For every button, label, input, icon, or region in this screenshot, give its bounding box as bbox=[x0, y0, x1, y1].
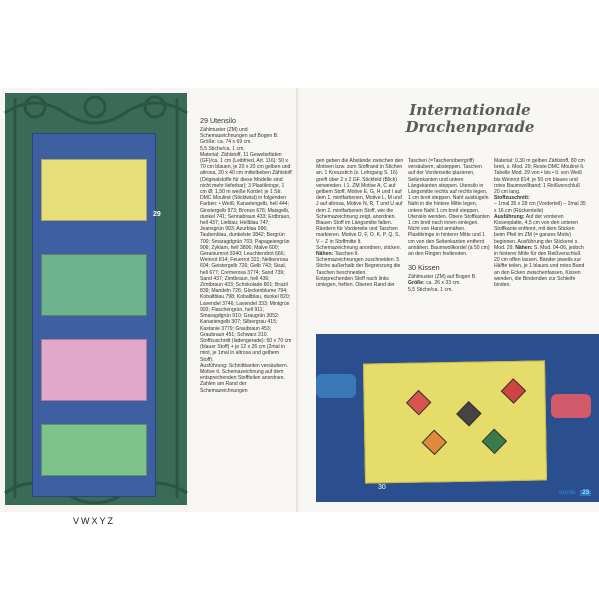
mint-pocket bbox=[41, 254, 147, 316]
label: Größe: bbox=[408, 280, 425, 287]
paragraph: Zählmuster (ZM) auf Bogen B. bbox=[408, 274, 477, 281]
kite-icon bbox=[406, 390, 431, 415]
photo-number: 29 bbox=[153, 211, 161, 218]
label: Nähen: bbox=[515, 244, 533, 251]
kite-icon bbox=[422, 430, 447, 455]
paragraph: 5,5 Stiche/ca. 1 cm. bbox=[200, 145, 245, 152]
utensilo-photo bbox=[5, 93, 187, 526]
page-heading bbox=[360, 102, 580, 136]
paragraph: Größe: ca. 74 x 69 cm. bbox=[200, 139, 252, 146]
paragraph: Auf der vorderen Kissenplatte, 4,5 cm von den unteren Stoffkante entfernt, mit dem Sticken beim Pfeil im ZM (= ganzes Motiv) beginnen. Ausführung der Stickerei s. Mod. 29. bbox=[494, 213, 579, 251]
label: Ausführung: bbox=[494, 213, 525, 220]
heading-line-2: Drachenparade bbox=[405, 118, 535, 136]
green-pocket bbox=[41, 424, 147, 476]
paragraph: Material: 0,30 m gelben Zählstoff, 80 cm breit, s. Mod. 29; Reste DMC Mouliné lt. Tabelle Mod. 29 von • bis • lt. von Weiß bis Weinrot 814; je 50 cm blaues und rotes Baumwollband; 1 Reißverschluß 20 cm lang. bbox=[494, 158, 585, 196]
pillow-photo bbox=[316, 334, 599, 502]
pink-cushion bbox=[551, 394, 591, 418]
paragraph: Taschen (=Taschenoberrgriff) versäubern, absteppen. Taschen auf der Vorderseite plazieren, Seitenkanten und untere Längskanten steppen. Utensilo in Längsmitte rechts auf rechts legen, 1 cm breit steppen. Naht ausbügeln. Naht in die hintere Mitte legen, untere Naht 1 cm breit steppen. Utensilo wenden. Obere Stoffkanten 1 cm breit nach innen einlegen. Nicht von Hand annähen. Plastikringe in hinterer Mitte und 1 cm von den Seitenkanten entfernt annähen. Baumwollkordel (à 50 cm) an den Ringen festknoten. bbox=[408, 158, 490, 258]
wall-hanging-utensilo bbox=[32, 133, 156, 526]
kite-pillow bbox=[363, 360, 547, 483]
paragraph: S. Mod. 04-06, jedoch in hinterer Mitte für den Reißverschluß 20 cm offen lassen. Bänder jeweils zur Hälfte teilen, je 1 blaues und rotes Band an den Ecken zwischenfassen. Kissen wenden, die Bindenden zur Schleife binden. bbox=[494, 244, 585, 289]
kite-icon bbox=[501, 378, 526, 403]
paragraph: 5,5 Stiche/ca. 1 cm. bbox=[408, 286, 453, 293]
paragraph: Zählmuster (ZM) und Schemazeichnungen auf Bogen B. bbox=[200, 127, 279, 140]
paragraph: Material: Zählstoff, 11 Gewebefäden (GF)/ca. 1 cm (Leibfried, Art. 116): 50 x 70 cm blauen, je 20 x 20 cm gelben und altrosa, 20 x 40 cm mittelbeben Zählstoff (Originalstoffe für diese Modelle sind nicht mehr lieferbar); 3 Plastikringe, 1 cm Ø; 1,50 m weiße Kordel; je 1 Str. DMC Mouliné (Sticktwist) in folgenden Farben: • Weiß; Kanariengelb, hell 444; Ginstergelb 973; Bronze 676; Maisgelb, dunkel 741; Sennabraun 433; Erdbraun, hell 437; Lieblau; Hellblau 747; Jeansgrün 993; Azurblau 996; Taubenblau, dunkelste 3842; Bergrün 700; Smaragdgrün 703; Papageiengrün 906; Zyklam, hell 3806; Malve 600; Geraniumrot 3340; Leuchtendrot 666; Weinrot 814; Feuerrot 321; Nelkenrosa 604; Geistergelb 726; Gelb 743; Sisal, hell 677; Cremerosa 3774; Sand 739; Sand 437; Zimtbraun, hell 436; Zimtbraun 433; Schokolade 801; Brazil 839; Mandeln 726; Glockenblume 794; Kobaltblau 798; Kobaltblau, dunkel 820; Lavendel 3746; Lavendel 333; Mintgrün 993; Flaschengrün, hell 911; Smaragdgrün 910; Graugrün 3052; Kanariengelb 307; Silbergrau 415; Kastanie 3779; Graubraun 453; Graubraun 451; Schwarz 310. bbox=[200, 151, 292, 338]
section-title-kissen: 30 Kissen bbox=[408, 263, 440, 273]
blue-cushion bbox=[316, 374, 356, 398]
paragraph: gen geben die Abstände zwischen den Motiven bzw. zum Stoffrand in Stichen an. 1 Kreuzstich (s. Lehrgang S. 16) greift über 2 x 2 GF. Stickfeld (Blick) verwenden. I.1. ZM Motive A, C auf gelbem Stoff, Motive E, G, H und I auf dem 1. mintfarbenen, Motive L, M und J auf altrosa, Motive N, R, T und U auf dem 2. mintfarbenen Stoff, wie die Schemazeichnung zeigt, anordnen. Blauen Stoff im Längsmitte falten. Rändern für Vordereite und Taschen markieren. Motive D, F, O, K, P, Q, S, V – Z in Stoffmitte lt. Schemazeichnung anordnen, sticken. bbox=[316, 158, 404, 251]
paragraph: – 1mal 35 x 28 cm (Vorderteil) – 2mal 35 x 16 cm (Rückenteile) bbox=[494, 201, 586, 214]
right-text-column-1 bbox=[316, 158, 404, 350]
value: ca. 26 x 33 cm. bbox=[424, 280, 461, 287]
photo-number: 30 bbox=[378, 484, 386, 491]
paragraph: Ausführung: Schnittkanten versäubern. Motive it. Schemazeichnung auf dem entsprechenden Stoffteilen anordnen. Zahlen am Rand der Schemazeichnungen bbox=[200, 362, 289, 394]
heading-line-1: Internationale bbox=[409, 101, 531, 119]
kite-icon bbox=[482, 429, 507, 454]
label: Stoffzuschnitt: bbox=[494, 195, 530, 202]
kite-icon bbox=[456, 401, 481, 426]
left-text-column bbox=[200, 116, 292, 508]
label: Nähen: bbox=[316, 251, 334, 258]
magazine-spread bbox=[0, 88, 599, 526]
right-text-column-3 bbox=[494, 158, 586, 350]
right-text-column-2 bbox=[408, 158, 490, 350]
embroidered-letters: VWXYZ bbox=[73, 516, 116, 526]
brand-logo: burda bbox=[558, 490, 576, 496]
paragraph: Taschen lt. Schemazeichnungen zuschneiden. 5 Stiche außerhalb der Begrenzung die Taschen beschneiden. Entsprechenden Stoff nach links umlegen, heften. Oberen Rand der bbox=[316, 251, 401, 289]
page-footer bbox=[559, 490, 591, 496]
yellow-pocket bbox=[41, 159, 147, 221]
left-page bbox=[0, 88, 299, 526]
paragraph: Stoffzuschnitt (ladengerade): 50 x 70 cm (blauer Stoff) + je 12 x 26 cm (2mal in mint, je 1mal in altrosa und gelbem Stoff). bbox=[200, 337, 292, 363]
section-title-utensilo: 29 Utensilo bbox=[200, 116, 236, 125]
page-number: 23 bbox=[582, 490, 589, 496]
pink-pocket bbox=[41, 339, 147, 401]
